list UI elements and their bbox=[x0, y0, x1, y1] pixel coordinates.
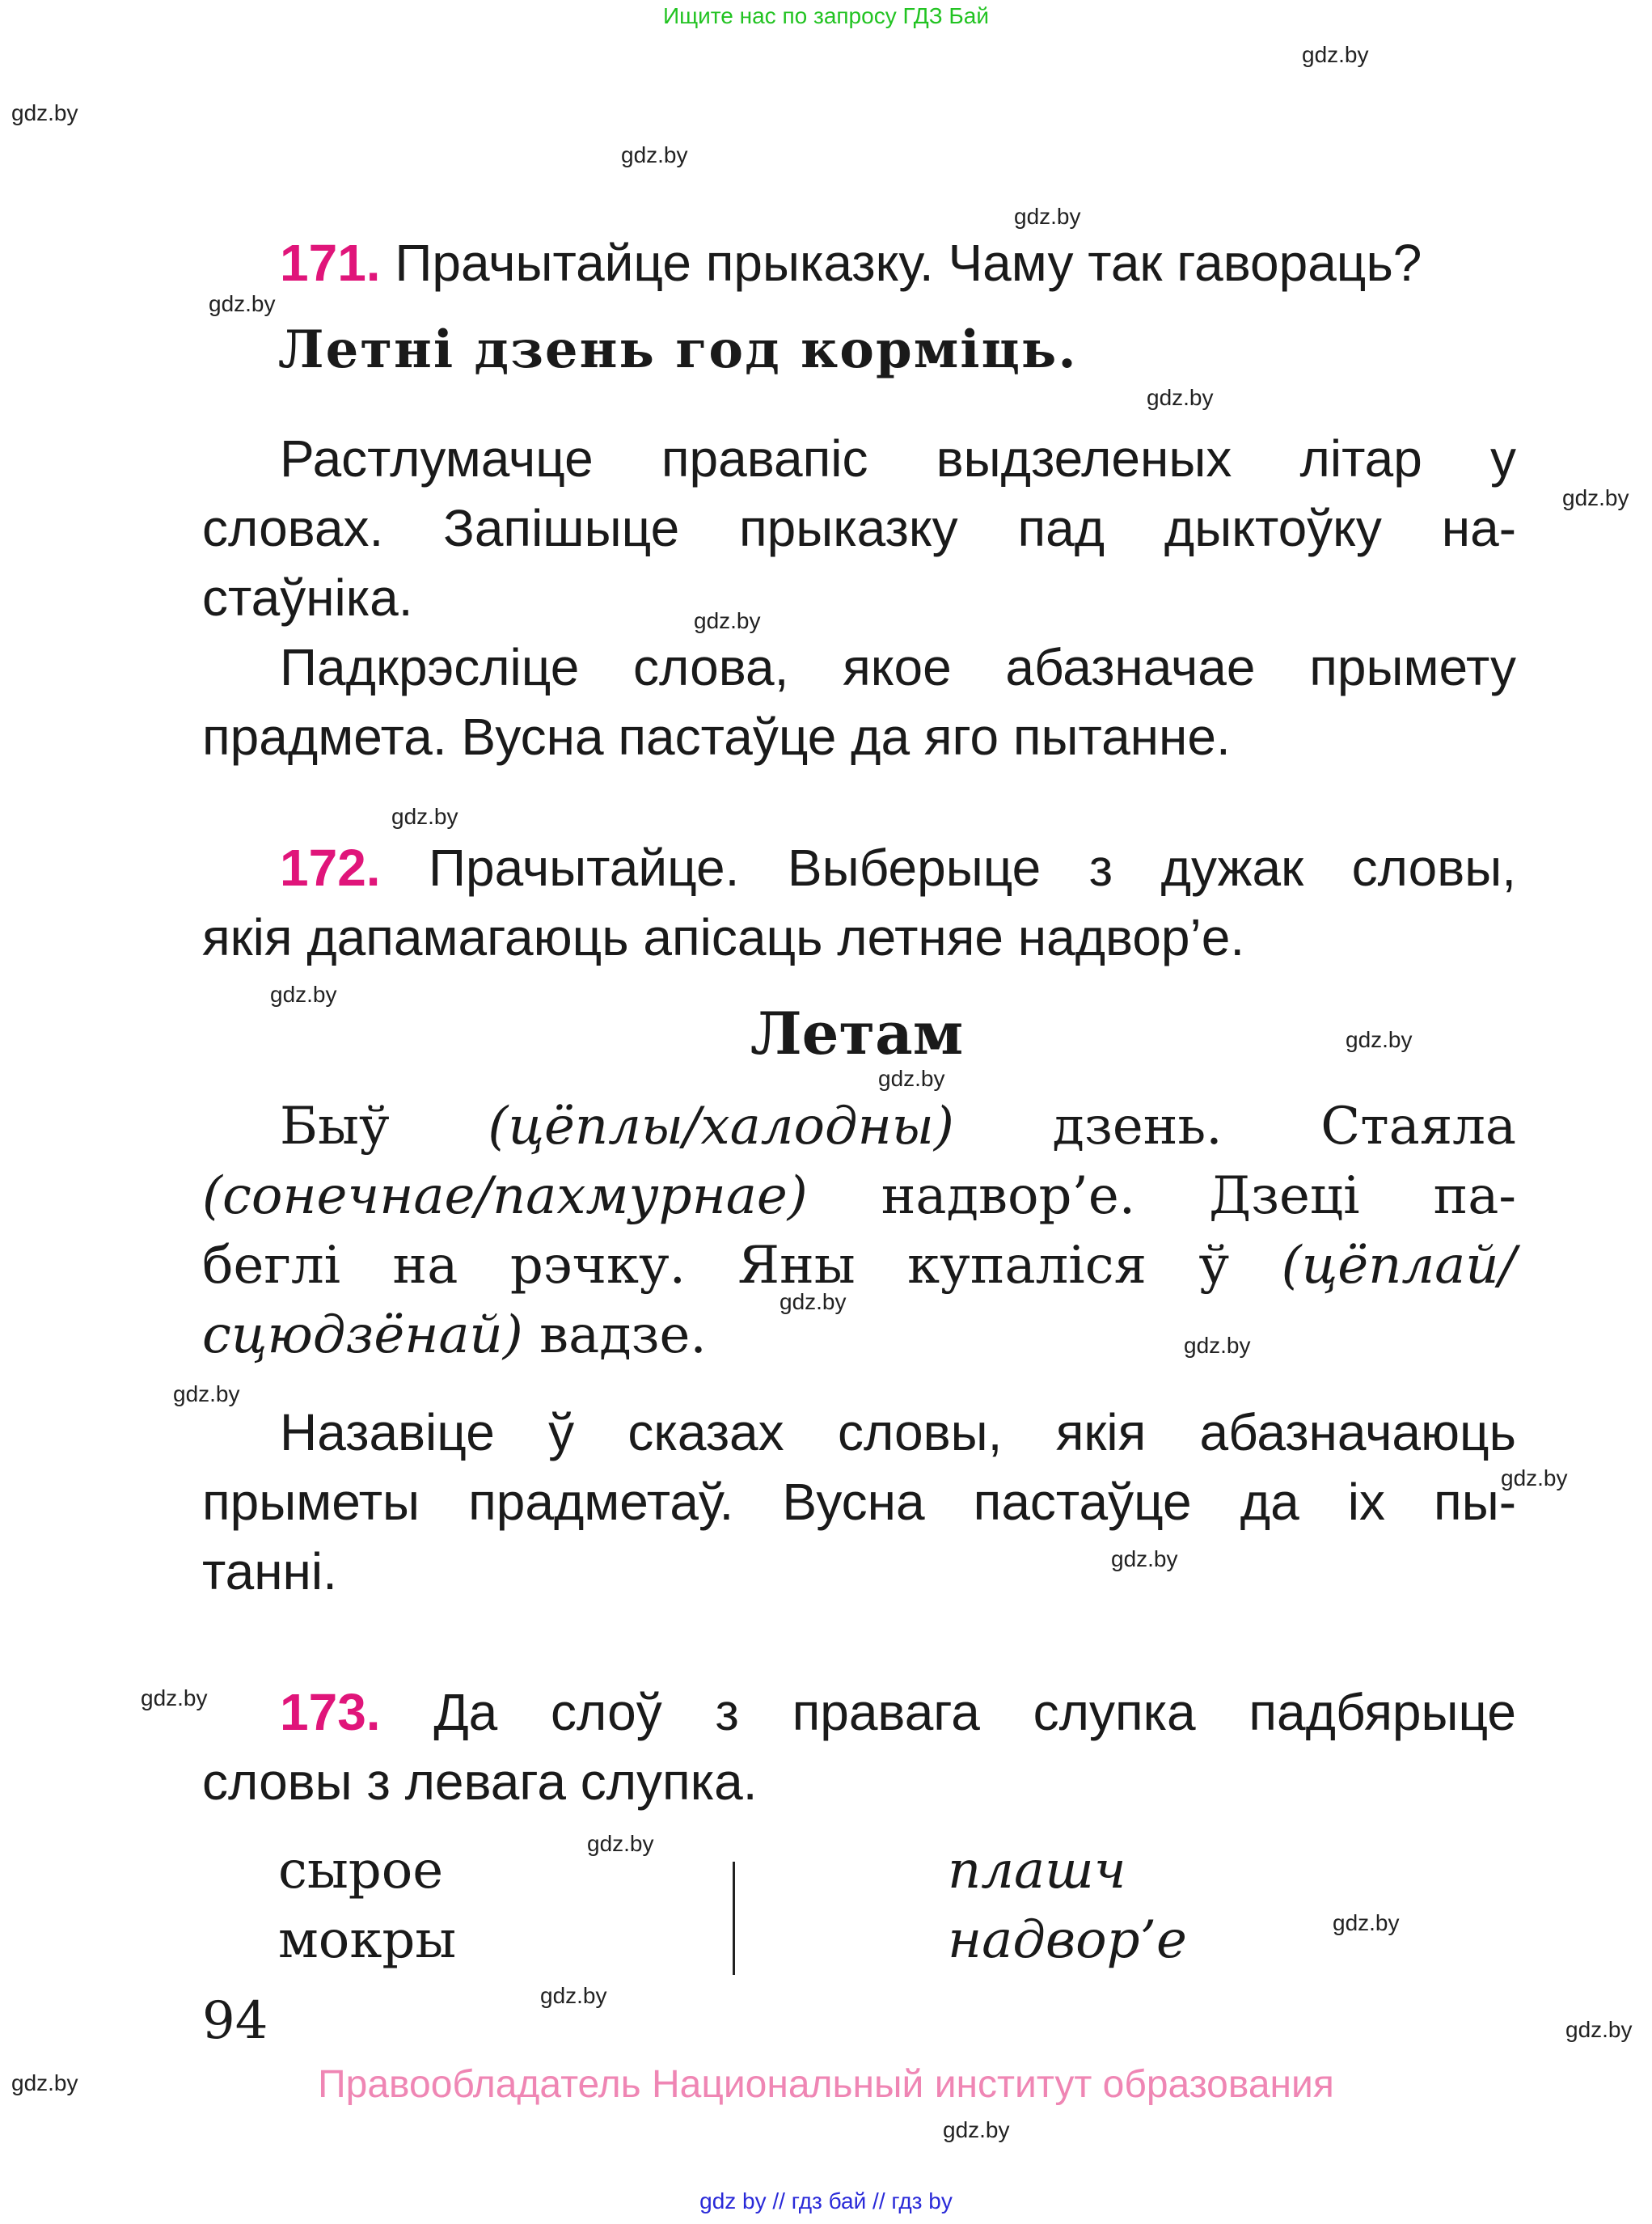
task-line: якія дапамагаюць апісаць летняе надвор’е. bbox=[202, 908, 1245, 966]
left-column-word: сырое bbox=[278, 1841, 444, 1901]
watermark: gdz.by bbox=[270, 982, 337, 1007]
column-divider bbox=[733, 1862, 735, 1975]
watermark: gdz.by bbox=[1111, 1546, 1178, 1571]
watermark: gdz.by bbox=[11, 2070, 78, 2095]
top-search-banner: Ищите нас по запросу ГДЗ Бай bbox=[662, 3, 990, 28]
watermark: gdz.by bbox=[11, 100, 78, 125]
story-text: дзень. Стаяла bbox=[953, 1097, 1517, 1156]
watermark: gdz.by bbox=[943, 2117, 1010, 2142]
watermark: gdz.by bbox=[1014, 204, 1081, 229]
task-line: танні. bbox=[202, 1542, 337, 1600]
exercise-172-task bbox=[202, 1397, 1516, 1606]
watermark: gdz.by bbox=[587, 1831, 654, 1856]
exercise-171-instruction: Прачытайце прыказку. Чаму так гавораць? bbox=[380, 234, 1422, 292]
watermark: gdz.by bbox=[1346, 1027, 1413, 1052]
watermark: gdz.by bbox=[391, 804, 458, 829]
watermark: gdz.by bbox=[1147, 385, 1214, 410]
left-column-word: мокры bbox=[278, 1910, 457, 1970]
exercise-171-number: 171. bbox=[280, 234, 381, 292]
exercise-173-number: 173. bbox=[280, 1683, 381, 1741]
word-choice: (цёплы/халодны) bbox=[488, 1097, 954, 1156]
task-line: прыметы прадметаў. Вусна пастаўце да іх пы- bbox=[202, 1473, 1516, 1531]
watermark: gdz.by bbox=[1333, 1910, 1400, 1935]
story-text: надвор’е. Дзеці па- bbox=[807, 1166, 1516, 1226]
watermark: gdz.by bbox=[1562, 485, 1629, 510]
watermark: gdz.by bbox=[1565, 2017, 1633, 2042]
exercise-172-number: 172. bbox=[280, 839, 381, 897]
watermark: gdz.by bbox=[1184, 1333, 1251, 1358]
task-line: Падкрэсліце слова, якое абазначае прымету bbox=[280, 638, 1516, 696]
task-line: прадмета. Вусна пастаўце да яго пытанне. bbox=[202, 708, 1231, 766]
watermark: gdz.by bbox=[1302, 42, 1369, 67]
task-line: словы з левага слупка. bbox=[202, 1753, 758, 1811]
right-column-word: надвор’е bbox=[948, 1910, 1187, 1970]
watermark: gdz.by bbox=[173, 1381, 240, 1406]
task-line: словах. Запішыце прыказку пад дыктоўку на- bbox=[202, 499, 1516, 557]
story-text: Быў bbox=[280, 1097, 488, 1156]
task-line: стаўніка. bbox=[202, 569, 413, 627]
watermark: gdz.by bbox=[694, 608, 761, 633]
copyright-notice: Правообладатель Национальный институт образования bbox=[318, 2063, 1334, 2106]
exercise-171-heading bbox=[202, 228, 1516, 298]
right-column-word: плашч bbox=[948, 1841, 1126, 1901]
proverb: Летні дзень год корміць. bbox=[278, 319, 1078, 380]
word-choice: сцюдзёнай) bbox=[202, 1305, 523, 1365]
word-choice: (цёплай/ bbox=[1281, 1236, 1516, 1296]
watermark: gdz.by bbox=[141, 1685, 208, 1710]
watermark: gdz.by bbox=[621, 142, 688, 167]
story-title: Летам bbox=[750, 999, 964, 1068]
left-column bbox=[278, 1836, 456, 1975]
exercise-173-instruction: Да слоў з правага слупка падбярыце bbox=[380, 1683, 1516, 1741]
watermark: gdz.by bbox=[209, 291, 276, 316]
page-number: 94 bbox=[202, 1991, 268, 2051]
exercise-171-task-1 bbox=[202, 424, 1516, 632]
exercise-172-instruction: Прачытайце. Выберыце з дужак словы, bbox=[380, 839, 1516, 897]
watermark: gdz.by bbox=[1501, 1465, 1568, 1490]
story-text: беглі на рэчку. Яны купаліся ў bbox=[202, 1236, 1282, 1296]
task-line: Назавіце ў сказах словы, якія абазначаюць bbox=[280, 1403, 1516, 1461]
task-line: Растлумачце правапіс выдзеленых літар у bbox=[280, 429, 1516, 488]
story-text: вадзе. bbox=[522, 1305, 707, 1365]
watermark: gdz.by bbox=[878, 1066, 945, 1091]
word-choice: (сонечнае/пахмурнае) bbox=[202, 1166, 808, 1226]
exercise-172-heading bbox=[202, 833, 1516, 972]
watermark: gdz.by bbox=[540, 1983, 607, 2008]
watermark: gdz.by bbox=[780, 1289, 847, 1314]
footer-links[interactable]: gdz by // гдз бай // гдз by bbox=[699, 2188, 953, 2213]
exercise-171-task-2 bbox=[202, 632, 1516, 772]
exercise-173-heading bbox=[202, 1677, 1516, 1816]
right-column bbox=[948, 1836, 1187, 1975]
story-text bbox=[202, 1092, 1516, 1370]
